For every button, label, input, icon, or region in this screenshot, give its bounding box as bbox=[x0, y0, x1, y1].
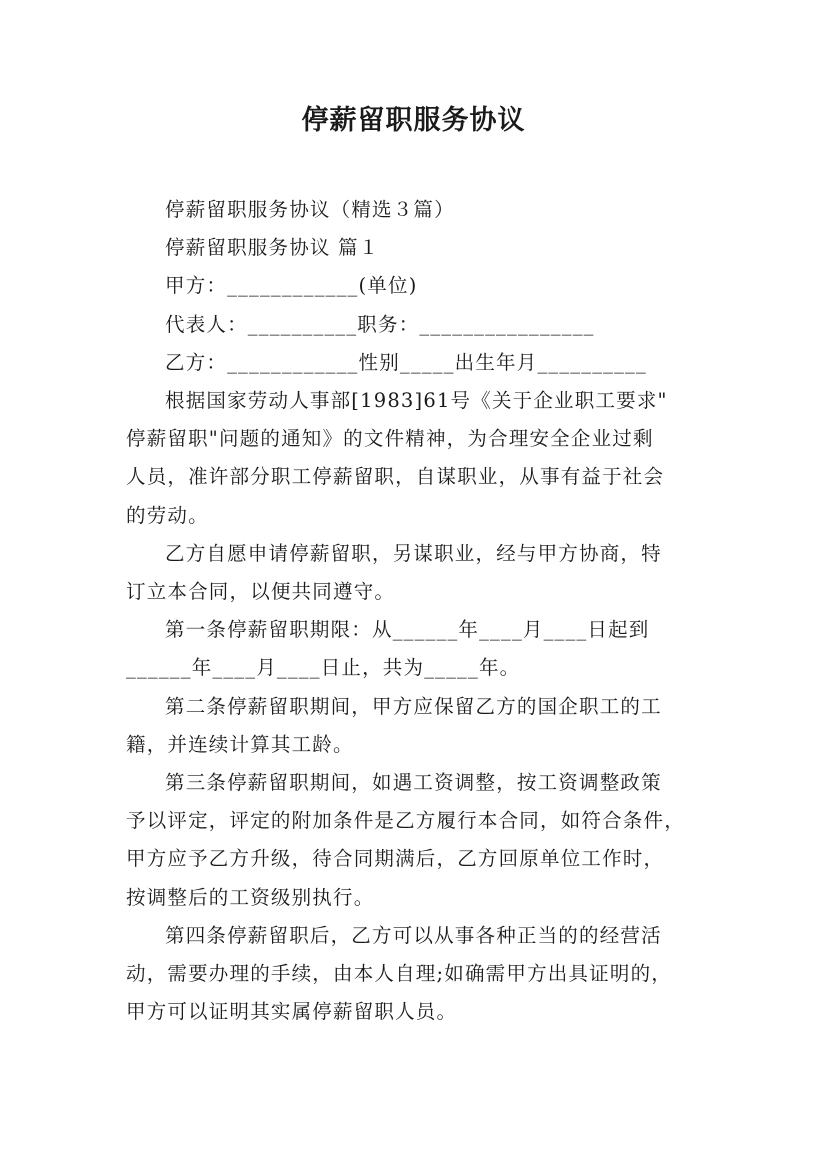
paragraph-article-2 bbox=[126, 688, 704, 764]
document-title: 停薪留职服务协议 bbox=[301, 105, 526, 136]
paragraph-line: 按调整后的工资级别执行。 bbox=[126, 885, 375, 909]
paragraph-line: 的劳动。 bbox=[126, 503, 209, 527]
paragraph-article-4 bbox=[126, 917, 704, 1032]
paragraph-line: 乙方自愿申请停薪留职，另谋职业，经与甲方协商，特 bbox=[165, 541, 662, 565]
paragraph-line: 第二条停薪留职期间，甲方应保留乙方的国企职工的工 bbox=[165, 694, 662, 718]
paragraph-voluntary bbox=[126, 535, 704, 611]
paragraph-line: 根据国家劳动人事部[1983]61号《关于企业职工要求" bbox=[165, 389, 668, 413]
paragraph-line: 甲方可以证明其实属停薪留职人员。 bbox=[126, 1000, 458, 1024]
party-a-line: 甲方：____________(单位) bbox=[165, 274, 418, 298]
paragraph-article-3 bbox=[126, 764, 704, 917]
paragraph-line: 动，需要办理的手续，由本人自理;如确需甲方出具证明的， bbox=[126, 962, 672, 986]
paragraph-line: 停薪留职"问题的通知》的文件精神，为合理安全企业过剩 bbox=[126, 427, 654, 451]
chapter-heading: 停薪留职服务协议 篇１ bbox=[165, 236, 380, 260]
paragraph-line: 予以评定，评定的附加条件是乙方履行本合同，如符合条件， bbox=[126, 809, 685, 833]
paragraph-line: ______年____月____日止，共为_____年。 bbox=[126, 656, 521, 680]
representative-line: 代表人：__________职务：________________ bbox=[165, 312, 595, 336]
paragraph-line: 籍，并连续计算其工龄。 bbox=[126, 732, 354, 756]
paragraph-line: 甲方应予乙方升级，待合同期满后，乙方回原单位工作时， bbox=[126, 847, 665, 871]
paragraph-article-1 bbox=[126, 611, 704, 687]
paragraph-line: 订立本合同，以便共同遵守。 bbox=[126, 580, 396, 604]
party-b-line: 乙方：____________性别_____出生年月__________ bbox=[165, 350, 647, 374]
subtitle-line: 停薪留职服务协议（精选３篇） bbox=[165, 198, 455, 221]
paragraph-line: 人员，准许部分职工停薪留职，自谋职业，从事有益于社会 bbox=[126, 465, 665, 489]
paragraph-basis bbox=[126, 382, 704, 535]
paragraph-line: 第四条停薪留职后，乙方可以从事各种正当的的经营活 bbox=[165, 923, 662, 947]
paragraph-line: 第三条停薪留职期间，如遇工资调整，按工资调整政策 bbox=[165, 771, 662, 795]
document-body bbox=[126, 191, 704, 1031]
paragraph-line: 第一条停薪留职期限：从______年____月____日起到 bbox=[165, 618, 650, 642]
